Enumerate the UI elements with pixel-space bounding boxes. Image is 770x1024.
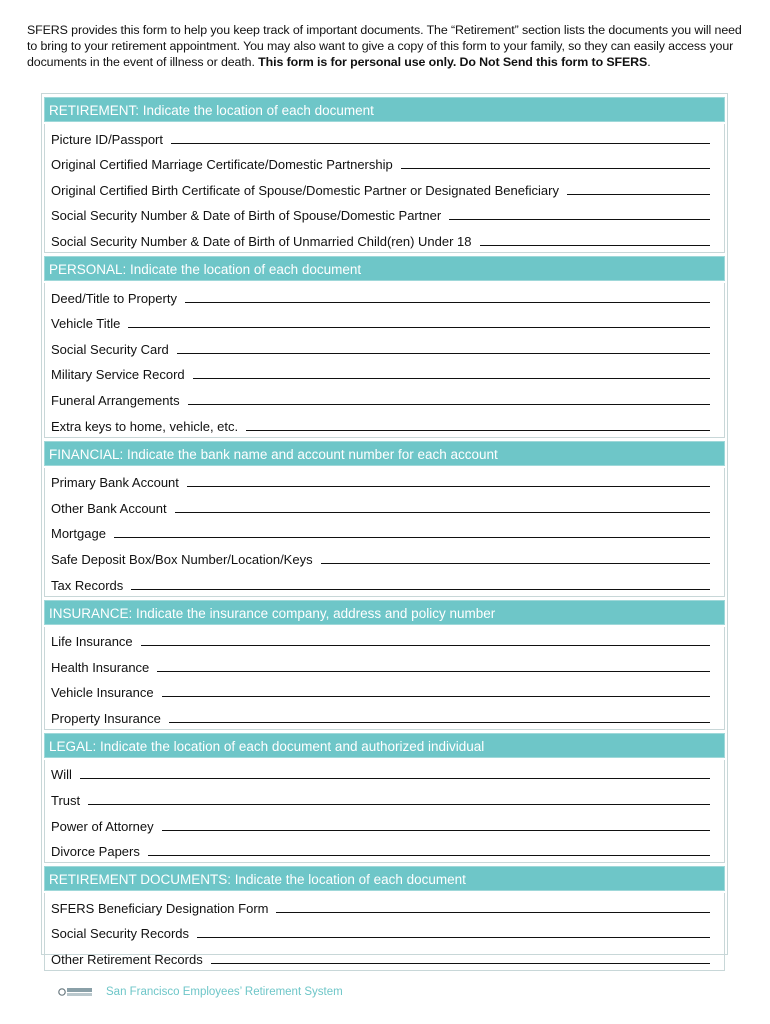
field-label: Social Security Number & Date of Birth of Spouse/Domestic Partner bbox=[51, 208, 442, 224]
form-row bbox=[45, 652, 724, 678]
fill-in-line[interactable] bbox=[177, 352, 710, 354]
form-row bbox=[45, 519, 724, 545]
fill-in-line[interactable] bbox=[80, 777, 710, 779]
fill-in-line[interactable] bbox=[131, 588, 710, 590]
fill-in-line[interactable] bbox=[114, 536, 710, 538]
field-label: Vehicle Insurance bbox=[51, 685, 154, 701]
section-header: RETIREMENT: Indicate the location of each document bbox=[44, 97, 725, 122]
document-form bbox=[41, 93, 728, 968]
fill-in-line[interactable] bbox=[157, 670, 710, 672]
footer bbox=[58, 984, 343, 1000]
fill-in-line[interactable] bbox=[276, 911, 710, 913]
field-label: Extra keys to home, vehicle, etc. bbox=[51, 418, 239, 434]
intro-bold-notice: This form is for personal use only. Do Not Send this form to SFERS bbox=[258, 55, 648, 69]
form-row bbox=[45, 150, 724, 176]
section-header: FINANCIAL: Indicate the bank name and account number for each account bbox=[44, 441, 725, 466]
form-row bbox=[45, 226, 724, 252]
fill-in-line[interactable] bbox=[175, 511, 710, 513]
section-header: LEGAL: Indicate the location of each document and authorized individual bbox=[44, 733, 725, 758]
form-row bbox=[45, 760, 724, 786]
fill-in-line[interactable] bbox=[480, 244, 710, 246]
form-row bbox=[45, 283, 724, 309]
form-row bbox=[45, 837, 724, 863]
intro-end: . bbox=[647, 55, 651, 69]
fill-in-line[interactable] bbox=[211, 962, 710, 964]
field-label: Power of Attorney bbox=[51, 818, 154, 834]
form-row bbox=[45, 893, 724, 919]
form-row bbox=[45, 544, 724, 570]
form-row bbox=[45, 627, 724, 653]
field-label: Picture ID/Passport bbox=[51, 131, 163, 147]
field-label: Property Insurance bbox=[51, 710, 161, 726]
fill-in-line[interactable] bbox=[193, 377, 710, 379]
field-label: Safe Deposit Box/Box Number/Location/Keys bbox=[51, 551, 313, 567]
form-row bbox=[45, 411, 724, 437]
fill-in-line[interactable] bbox=[567, 193, 710, 195]
section-body bbox=[44, 124, 725, 253]
fill-in-line[interactable] bbox=[185, 301, 710, 303]
fill-in-line[interactable] bbox=[401, 167, 710, 169]
fill-in-line[interactable] bbox=[162, 829, 710, 831]
section-body bbox=[44, 468, 725, 597]
form-row bbox=[45, 360, 724, 386]
form-row bbox=[45, 944, 724, 970]
section-body bbox=[44, 627, 725, 730]
fill-in-line[interactable] bbox=[128, 326, 710, 328]
field-label: Vehicle Title bbox=[51, 316, 121, 332]
fill-in-line[interactable] bbox=[187, 485, 710, 487]
fill-in-line[interactable] bbox=[169, 721, 710, 723]
fill-in-line[interactable] bbox=[88, 803, 710, 805]
section-header: RETIREMENT DOCUMENTS: Indicate the location of each document bbox=[44, 866, 725, 891]
form-row bbox=[45, 124, 724, 150]
intro-paragraph bbox=[27, 22, 749, 70]
field-label: Health Insurance bbox=[51, 659, 150, 675]
field-label: Trust bbox=[51, 793, 81, 809]
field-label: Life Insurance bbox=[51, 634, 133, 650]
field-label: Social Security Records bbox=[51, 926, 189, 942]
fill-in-line[interactable] bbox=[148, 854, 710, 856]
field-label: Original Certified Marriage Certificate/Domestic Partnership bbox=[51, 157, 393, 173]
fill-in-line[interactable] bbox=[141, 644, 710, 646]
form-row bbox=[45, 334, 724, 360]
fill-in-line[interactable] bbox=[321, 562, 710, 564]
section-body bbox=[44, 893, 725, 971]
form-row bbox=[45, 468, 724, 494]
field-label: Social Security Number & Date of Birth of Unmarried Child(ren) Under 18 bbox=[51, 233, 472, 249]
field-label: Other Bank Account bbox=[51, 500, 167, 516]
intro-text: SFERS provides this form to help you keep track of important documents. The “Retirement” section lists the documents you will need to bring to your retirement appointment. You may also want to give a copy of this form to your family, so they can easily access your documents in the event of illness or death. bbox=[27, 23, 742, 69]
field-label: Deed/Title to Property bbox=[51, 290, 177, 306]
fill-in-line[interactable] bbox=[246, 429, 710, 431]
fill-in-line[interactable] bbox=[197, 936, 710, 938]
section-header: INSURANCE: Indicate the insurance company, address and policy number bbox=[44, 600, 725, 625]
fill-in-line[interactable] bbox=[162, 695, 710, 697]
sfers-logo-icon bbox=[58, 986, 94, 998]
form-row bbox=[45, 201, 724, 227]
field-label: Other Retirement Records bbox=[51, 952, 203, 968]
form-row bbox=[45, 811, 724, 837]
form-row bbox=[45, 309, 724, 335]
field-label: Social Security Card bbox=[51, 341, 169, 357]
fill-in-line[interactable] bbox=[449, 218, 710, 220]
form-row bbox=[45, 493, 724, 519]
field-label: Military Service Record bbox=[51, 367, 185, 383]
field-label: Will bbox=[51, 767, 72, 783]
section-body bbox=[44, 760, 725, 863]
footer-organization-name: San Francisco Employees’ Retirement System bbox=[106, 986, 343, 998]
field-label: Funeral Arrangements bbox=[51, 392, 180, 408]
field-label: Divorce Papers bbox=[51, 844, 140, 860]
field-label: SFERS Beneficiary Designation Form bbox=[51, 900, 269, 916]
form-row bbox=[45, 175, 724, 201]
form-row bbox=[45, 678, 724, 704]
field-label: Mortgage bbox=[51, 526, 106, 542]
field-label: Original Certified Birth Certificate of Spouse/Domestic Partner or Designated Beneficiary bbox=[51, 182, 559, 198]
field-label: Primary Bank Account bbox=[51, 475, 179, 491]
section-header: PERSONAL: Indicate the location of each document bbox=[44, 256, 725, 281]
form-row bbox=[45, 570, 724, 596]
fill-in-line[interactable] bbox=[171, 142, 710, 144]
field-label: Tax Records bbox=[51, 577, 124, 593]
form-row bbox=[45, 919, 724, 945]
form-row bbox=[45, 703, 724, 729]
section-body bbox=[44, 283, 725, 438]
fill-in-line[interactable] bbox=[188, 403, 710, 405]
form-row bbox=[45, 785, 724, 811]
form-row bbox=[45, 385, 724, 411]
